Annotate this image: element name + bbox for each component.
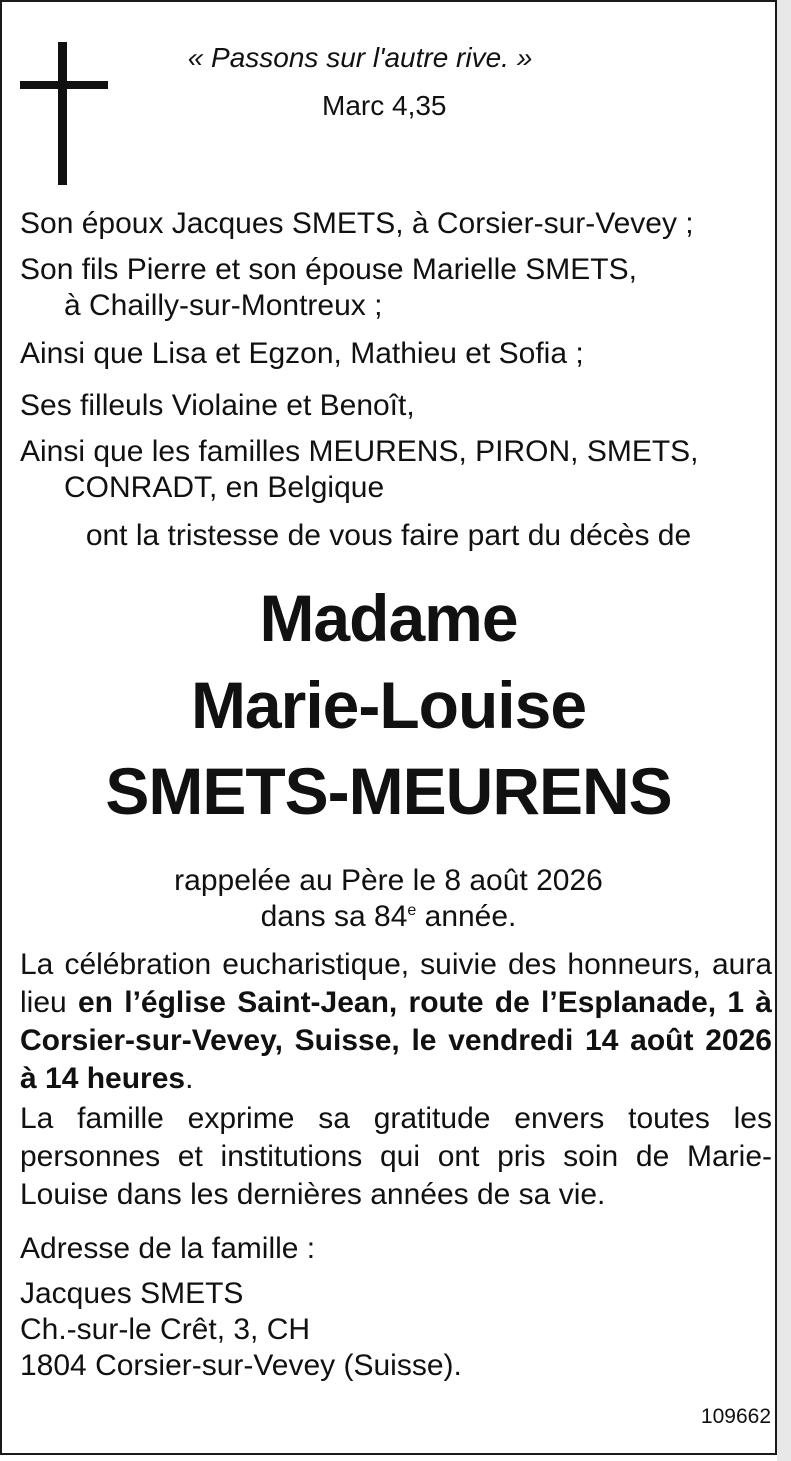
verse-quote: « Passons sur l'autre rive. » <box>187 42 533 73</box>
family-line: Son fils Pierre et son épouse Marielle SMETS, <box>20 253 637 286</box>
family-line: Ainsi que Lisa et Egzon, Mathieu et Sofia ; <box>20 337 584 370</box>
family-line: Ses filleuls Violaine et Benoît, <box>20 389 415 422</box>
cross-icon <box>58 42 67 185</box>
verse-reference: Marc 4,35 <box>322 90 447 121</box>
address-name: Jacques SMETS <box>20 1277 244 1310</box>
deceased-last-name: SMETS-MEURENS <box>105 754 672 828</box>
ceremony-details: en l’église Saint-Jean, route de l’Esplanade, 1 à Corsier-sur-Vevey, Suisse, le vendredi 14 août 2026 à 14 heures <box>20 986 772 1095</box>
address-city: 1804 Corsier-sur-Vevey (Suisse). <box>20 1349 462 1382</box>
death-age: dans sa 84e année. <box>260 900 517 933</box>
family-line: Ainsi que les familles MEURENS, PIRON, SMETS, <box>20 435 699 468</box>
announcement-line: ont la tristesse de vous faire part du décès de <box>85 519 692 552</box>
cross-icon-bar <box>20 81 108 89</box>
address-label: Adresse de la famille : <box>20 1232 316 1265</box>
family-line: CONRADT, en Belgique <box>64 471 385 504</box>
family-line: Son époux Jacques SMETS, à Corsier-sur-Vevey ; <box>20 207 694 240</box>
gratitude-paragraph: La famille exprime sa gratitude envers toutes les personnes et institutions qui ont pris soin de Marie-Louise dans les dernières années de sa vie. <box>20 1102 772 1211</box>
ceremony-paragraph: La célébration eucharistique, suivie des honneurs, aura lieu en l’église Saint-Jean, route de l’Esplanade, 1 à Corsier-sur-Vevey, Suisse, le vendredi 14 août 2026 à 14 heures. <box>20 948 772 1095</box>
address-street: Ch.-sur-le Crêt, 3, CH <box>20 1313 311 1346</box>
death-date: rappelée au Père le 8 août 2026 <box>174 864 603 897</box>
family-line: à Chailly-sur-Montreux ; <box>64 289 383 322</box>
reference-number: 109662 <box>700 1405 771 1428</box>
deceased-title: Madame <box>259 581 518 655</box>
deceased-first-name: Marie-Louise <box>190 668 587 742</box>
page-edge <box>777 0 791 1461</box>
